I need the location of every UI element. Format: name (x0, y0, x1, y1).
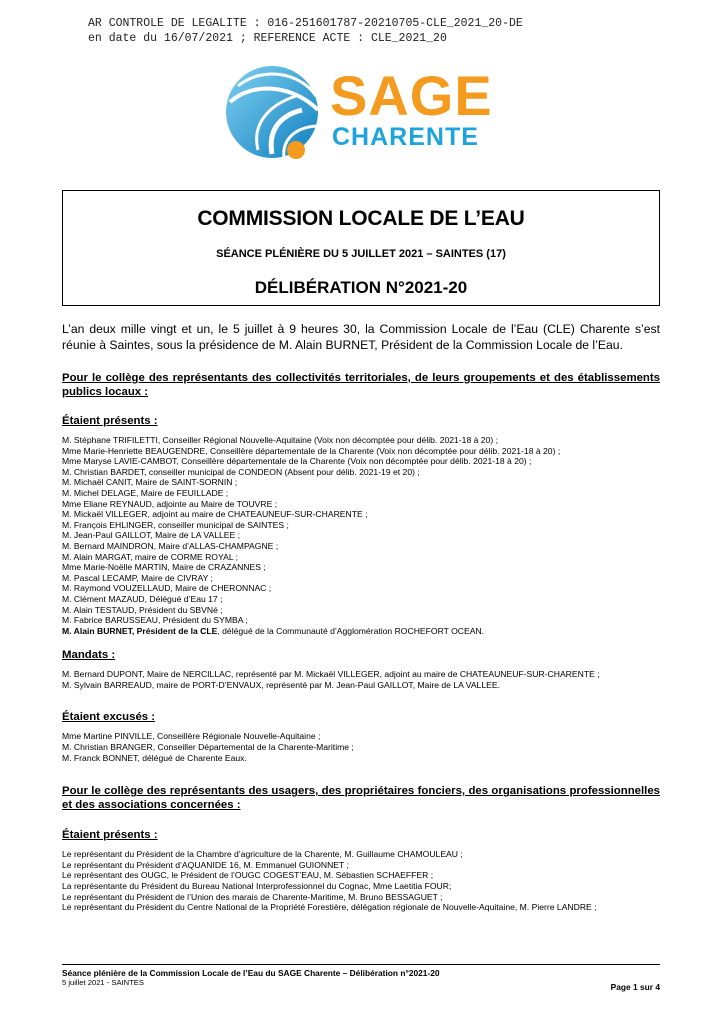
list-item: M. François EHLINGER, conseiller municipal de SAINTES ; (62, 519, 289, 530)
list-item: Le représentant des OUGC, le Président de l’OUGC COGEST’EAU, M. Sébastien SCHAEFFER ; (62, 870, 434, 881)
list-item: Le représentant du Président du Centre National de la Propriété Forestière, délégation régionale de Nouvelle-Aquitaine, M. Pierre LANDRE ; (62, 902, 597, 913)
page-number: Page 1 sur 4 (610, 982, 660, 992)
college1-mandats-heading: Mandats : (62, 649, 116, 662)
list-item: M. Christian BRANGER, Conseiller Départemental de la Charente-Maritime ; (62, 742, 354, 753)
list-item: M. Michel DELAGE, Maire de FEUILLADE ; (62, 487, 229, 498)
president-name: M. Alain BURNET, Président de la CLE (62, 625, 218, 636)
intro-paragraph: L’an deux mille vingt et un, le 5 juillet à 9 heures 30, la Commission Locale de l’Eau (CLE) Charente s’est réunie à Saintes, sous la présidence de M. Alain BURNET, Président de la Commission Locale de l’Eau. (62, 322, 660, 352)
college1-excuses-list (62, 731, 660, 763)
college1-excuses-heading: Étaient excusés : (62, 711, 156, 724)
list-item: M. Jean-Paul GAILLOT, Maire de LA VALLEE ; (62, 530, 241, 541)
president-list-item (62, 626, 660, 637)
college1-title: Pour le collège des représentants des collectivités territoriales, de leurs groupements et des établissements publics locaux : (62, 372, 660, 398)
logo-charente-text: CHARENTE (332, 123, 479, 151)
list-item: Mme Marie-Henriette BEAUGENDRE, Conseillère départementale de la Charente (Voix non décomptée pour délib. 2021-18 à 20) ; (62, 445, 561, 456)
session-line: SÉANCE PLÉNIÈRE DU 5 JUILLET 2021 – SAINTES (17) (216, 248, 506, 260)
list-item: M. Sylvain BARREAUD, maire de PORT-D’ENVAUX, représenté par M. Jean-Paul GAILLOT, Maire de LA VALLEE. (62, 679, 500, 690)
list-item: Mme Martine PINVILLE, Conseillère Régionale Nouvelle-Aquitaine ; (62, 731, 321, 742)
list-item: M. Alain TESTAUD, Président du SBVNé ; (62, 604, 223, 615)
page-footer (62, 964, 660, 992)
list-item: Le représentant du Président de la Chambre d’agriculture de la Charente, M. Guillaume CHAMOULEAU ; (62, 849, 463, 860)
document-body (62, 321, 660, 913)
document-title: COMMISSION LOCALE DE L’EAU (197, 207, 525, 230)
legality-stamp (88, 16, 523, 46)
list-item: M. Michaël CANIT, Maire de SAINT-SORNIN ; (62, 477, 238, 488)
president-role: , délégué de la Communauté d’Agglomération ROCHEFORT OCEAN. (217, 625, 485, 636)
footer-date: 5 juillet 2021 - SAINTES (62, 978, 144, 987)
logo-sage-text: SAGE (330, 64, 493, 127)
list-item: M. Christian BARDET, conseiller municipal de CONDEON (Absent pour délib. 2021-19 et 20) ; (62, 466, 420, 477)
list-item: M. Bernard DUPONT, Maire de NERCILLAC, représenté par M. Mickaël VILLEGER, adjoint au maire de CHATEAUNEUF-SUR-CHARENTE ; (62, 669, 600, 680)
list-item: M. Stéphane TRIFILETTI, Conseiller Régional Nouvelle-Aquitaine (Voix non décomptée pour délib. 2021-18 à 20) ; (62, 435, 498, 445)
list-item: M. Fabrice BARUSSEAU, Président du SYMBA ; (62, 615, 248, 626)
college2-present-heading: Étaient présents : (62, 829, 158, 842)
list-item: M. Clément MAZAUD, Délégué d’Eau 17 ; (62, 593, 223, 604)
footer-title: Séance plénière de la Commission Locale de l’Eau du SAGE Charente – Délibération n°2021-20 (62, 968, 440, 978)
list-item: La représentante du Président du Bureau National Interprofessionnel du Cognac, Mme Laetitia FOUR; (62, 881, 452, 892)
list-item: M. Raymond VOUZELLAUD, Maire de CHERONNAC ; (62, 583, 272, 594)
college1-mandats-list (62, 669, 660, 690)
list-item: Le représentant du Président de l’Union des marais de Charente-Maritime, M. Bruno BESSAGUET ; (62, 891, 443, 902)
list-item: Mme Marie-Noëlle MARTIN, Maire de CRAZANNES ; (62, 562, 266, 573)
list-item: M. Alain MARGAT, maire de CORME ROYAL ; (62, 551, 239, 562)
college2-present-list (62, 849, 660, 913)
stamp-line-1: AR CONTROLE DE LEGALITE : 016-251601787-20210705-CLE_2021_20-DE (88, 17, 523, 30)
title-box (62, 190, 660, 306)
list-item: Mme Maryse LAVIE-CAMBOT, Conseillère départementale de la Charente (Voix non décomptée pour délib. 2021-18 à 20) ; (62, 456, 532, 467)
college1-present-heading: Étaient présents : (62, 415, 158, 427)
deliberation-number: DÉLIBÉRATION N°2021-20 (254, 278, 468, 297)
list-item: Mme Eliane REYNAUD, adjointe au Maire de TOUVRE ; (62, 498, 278, 509)
college2-title: Pour le collège des représentants des usagers, des propriétaires fonciers, des organisations professionnelles et des associations concernées : (62, 785, 660, 812)
college1-present-list (62, 435, 660, 636)
logo-globe-icon (222, 62, 334, 174)
stamp-line-2: en date du 16/07/2021 ; REFERENCE ACTE : CLE_2021_20 (88, 32, 447, 45)
list-item: M. Franck BONNET, délégué de Charente Eaux. (62, 752, 247, 763)
list-item: Le représentant du Président d’AQUANIDE 16, M. Emmanuel GUIONNET ; (62, 859, 349, 870)
list-item: M. Bernard MAINDRON, Maire d’ALLAS-CHAMPAGNE ; (62, 540, 279, 551)
sage-charente-logo (222, 62, 512, 174)
list-item: M. Pascal LECAMP, Maire de CIVRAY ; (62, 572, 213, 583)
list-item: M. Mickaël VILLEGER, adjoint au maire de CHATEAUNEUF-SUR-CHARENTE ; (62, 509, 368, 520)
